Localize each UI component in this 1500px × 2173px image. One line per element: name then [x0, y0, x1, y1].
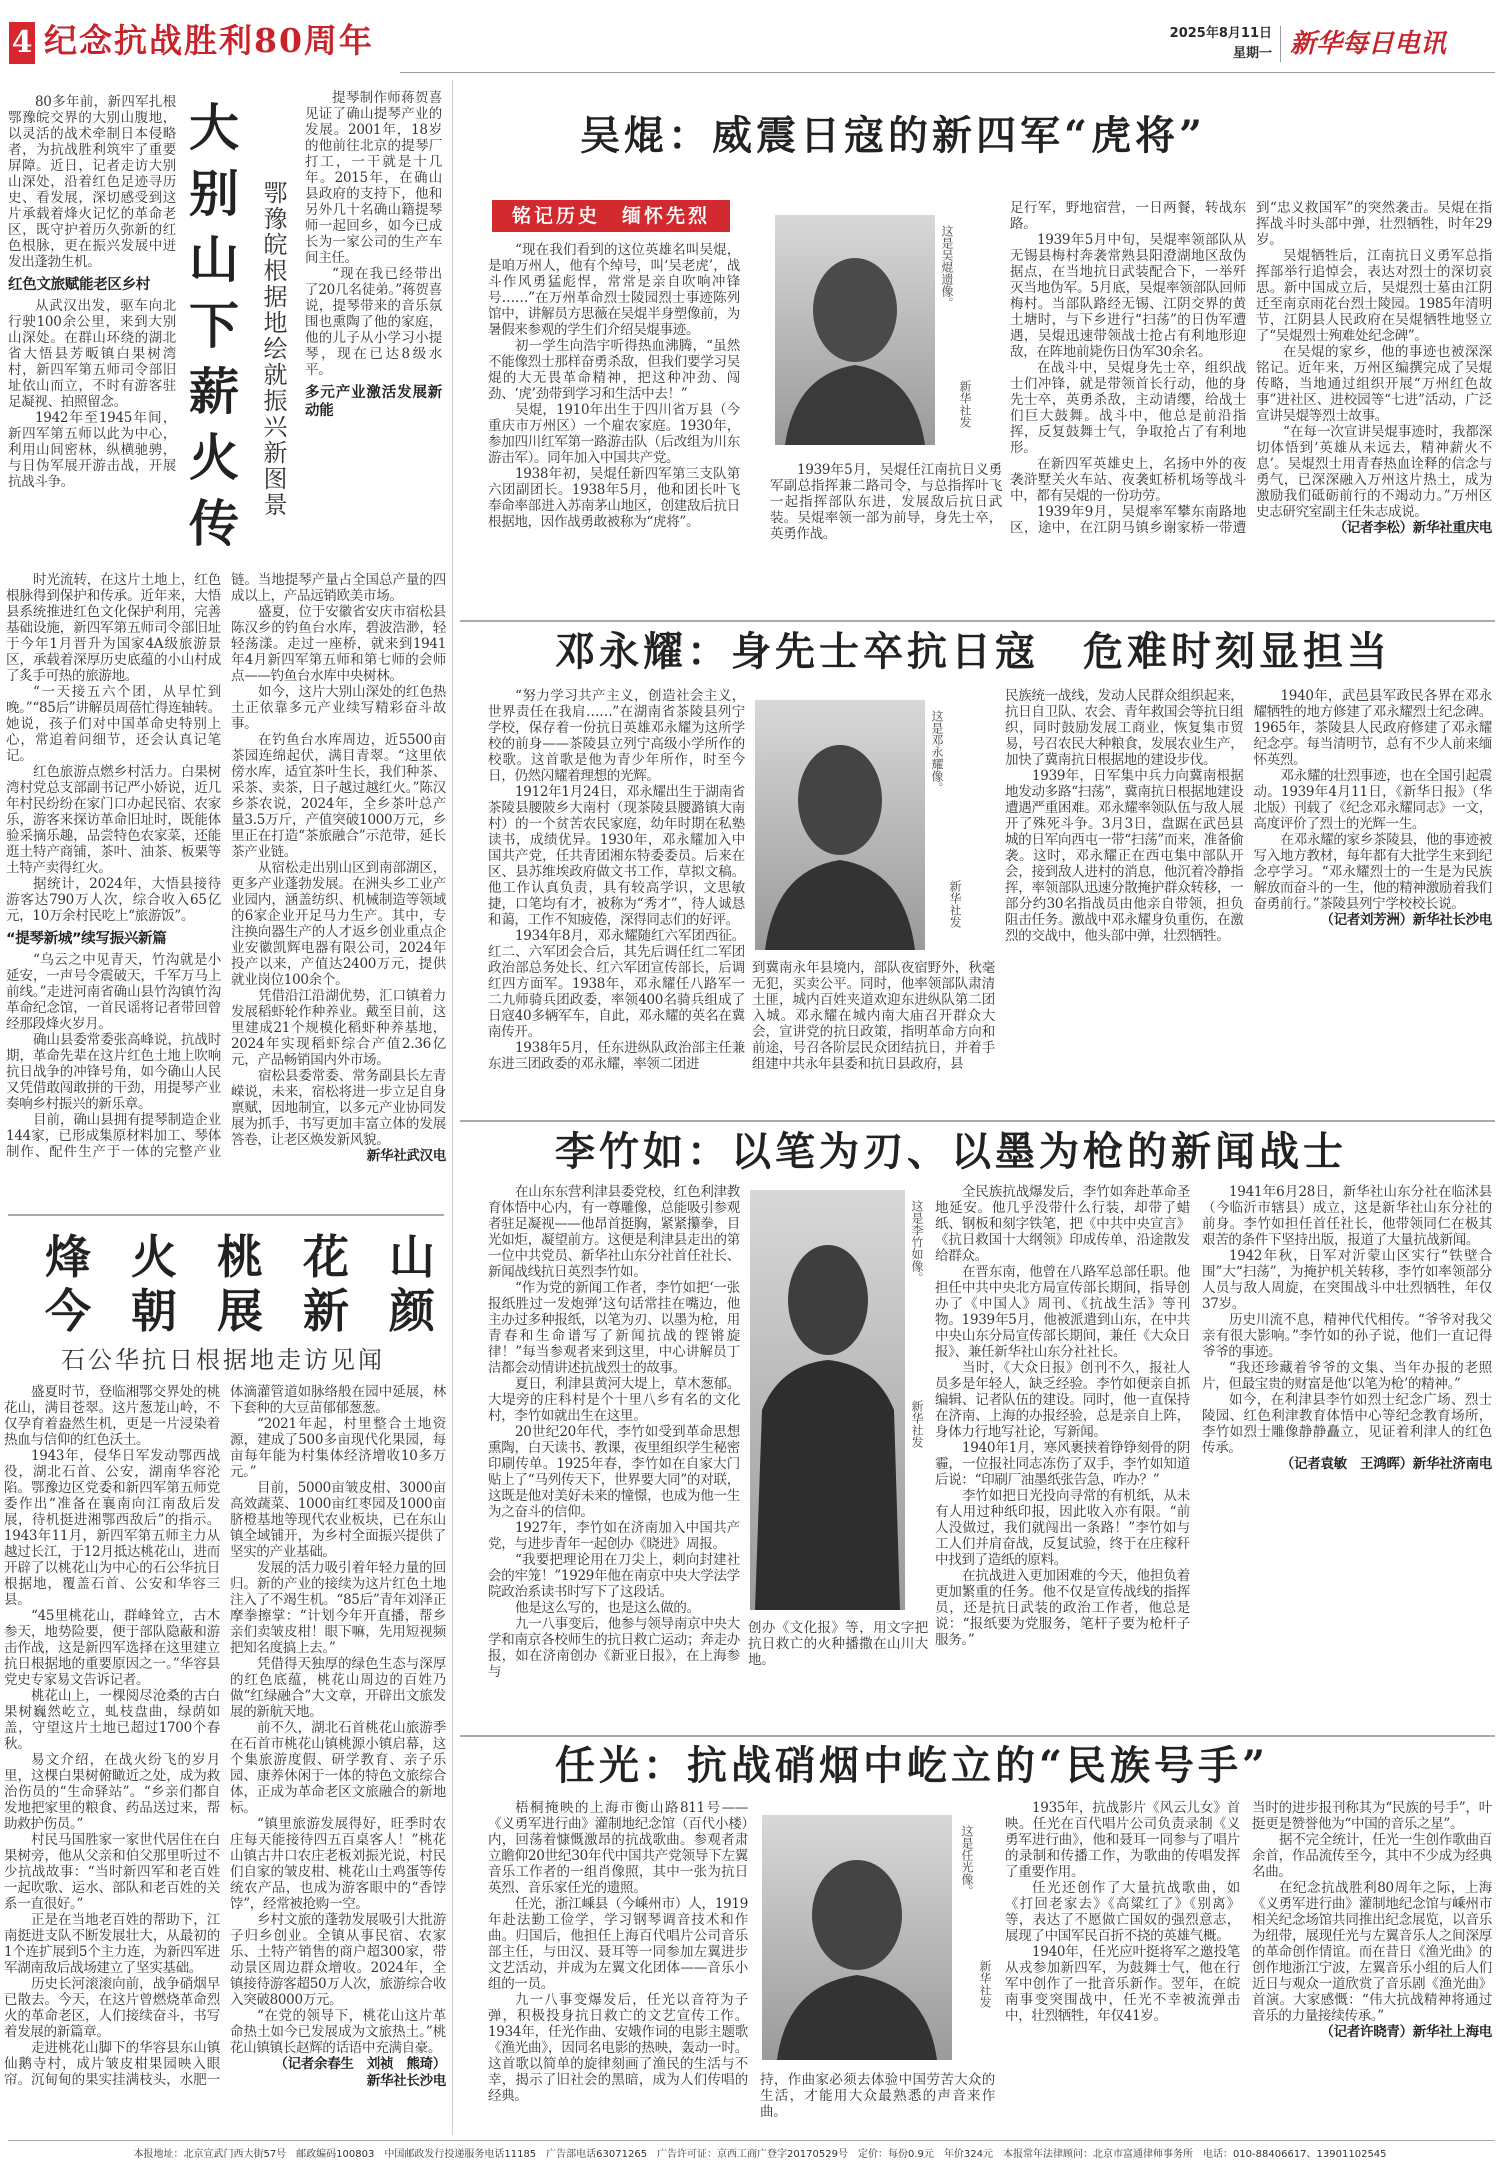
wukun-title: 吴焜：威震日寇的新四军“虎将” — [580, 112, 1207, 159]
ren-right-col: 当时的进步报刊称其为“民族的号手”，叶挺更是赞誉他为“中国的音乐之星”。 据不完全统计，任光一生创作歌曲百余首，作品流传至今，其中不少成为经典名曲。 在纪念抗战胜利80周年之际，上海《义勇军进行曲》灌制地纪念馆与嵊州市相关纪念场馆共同推出纪念展览，以音乐为纽带，展现任光与左翼音乐人之间深厚的革命创作情谊。而在昔日《渔光曲》的创作地浙江宁波，左翼音乐小组的后人们近日与观众一道欣赏了音乐剧《渔光曲》首演。大家感慨：“伟大抗战精神将通过音乐的力量接续传承。” （记者许晓青）新华社上海电 — [1252, 1800, 1492, 2040]
wukun-portrait — [775, 215, 935, 445]
header-divider — [1280, 26, 1281, 62]
newspaper-logo: 新华每日电讯 — [1290, 29, 1447, 59]
ren-portrait — [762, 1815, 952, 2060]
byline: （记者袁敏 王鸿晖）新华社济南电 — [1280, 1456, 1492, 1472]
photo-side-caption: 这是邓永耀像。 — [930, 710, 944, 794]
byline: 新华社长沙电 — [366, 2073, 446, 2089]
header-rule — [400, 72, 1495, 73]
dabieshan-subtitle: 鄂豫皖根据地绘就振兴新图景 — [259, 180, 287, 518]
footer-rule — [8, 2140, 1495, 2141]
column-divider — [452, 80, 453, 2135]
deng-right-cols: 民族统一战线，发动人民群众组织起来，抗日自卫队、农会、青年救国会等抗日组织，同时鼓励发展工商业，恢复集市贸易，号召农民大种粮食，发展农业生产，加快了冀南抗日根据地的建设步伐。 1939年，日军集中兵力向冀南根据地发动多路“扫荡”，冀南抗日根据地建设遭遇严重困难。邓永耀率领队伍与敌人展开了殊死斗争。3月3日，盘踞在武邑县城的日军向西屯一带“扫荡”而来，准备偷袭。这时，邓永耀正在西屯集中部队开会，接到敌人进村的消息，他沉着冷静指挥，率领部队迅速分散掩护群众转移，一部分约30名指战员由他亲自带领，担负阻击任务。激战中邓永耀身负重伤，在激烈的交战中，他头部中弹，壮烈牺牲。 1940年，武邑县军政民各界在邓永耀牺牲的地方修建了邓永耀烈士纪念碑。1965年，茶陵县人民政府修建了邓永耀纪念亭。每当清明节，总有不少人前来缅怀英烈。 邓永耀的壮烈事迹，也在全国引起震动。1939年4月11日，《新华日报》（华北版）刊载了《纪念邓永耀同志》一文，高度评价了烈士的光辉一生。 在邓永耀的家乡茶陵县，他的事迹被写入地方教材，每年都有大批学生来到纪念亭学习。“邓永耀烈士的一生是为民族解放而奋斗的一生，他的精神激励着我们奋勇前行。”茶陵县列宁学校校长说。 （记者刘芳洲）新华社长沙电 — [1005, 688, 1492, 944]
wukun-tag: 铭记历史 缅怀先烈 — [492, 200, 730, 232]
byline: 新华社武汉电 — [366, 1148, 446, 1164]
wukun-right-cols: 足行军，野地宿营，一日两餐，转战东路。 1939年5月中旬，吴焜率领部队从无锡县梅村奔袭常熟县阳澄湖地区敌伪据点，在当地抗日武装配合下，一举歼灭当地伪军。5月底，吴焜率领部队回师梅村。当部队路经无锡、江阴交界的黄土塘时，与下乡进行“扫荡”的日伪军遭遇，吴焜迅速带领战士抢占有利地形迎敌，在阵地前毙伤日伪军30余名。 在战斗中，吴焜身先士卒，组织战士们冲锋，就是带领首长行动，他的身先士卒，英勇杀敌，主动请缨，给战士们巨大鼓舞。战斗中，他总是前沿指挥，反复鼓舞士气，争取抢占了有利地形。 在新四军英雄史上，名扬中外的夜袭浒墅关火车站、夜袭虹桥机场等战斗中，都有吴焜的一份功劳。 1939年9月，吴焜率军攀东南路地区，途中，在江阴马镇乡谢家桥一带遭到“忠义救国军”的突然袭击。吴焜在指挥战斗时头部中弹，壮烈牺牲，时年29岁。 吴焜牺牲后，江南抗日义勇军总指挥部举行追悼会，表达对烈士的深切哀思。新中国成立后，吴焜烈士墓由江阴迁至南京雨花台烈士陵园。1985年清明节，江阴县人民政府在吴焜牺牲地竖立了“吴焜烈士殉难处纪念碑”。 在吴焜的家乡，他的事迹也被深深铭记。近年来，万州区编撰完成了吴焜传略，当地通过组织开展“万州红色故事”进社区、进校园等“七进”活动，广泛宣讲吴焜等烈士故事。 “在每一次宣讲吴焜事迹时，我都深切体悟到‘英雄从未远去，精神薪火不息’。吴焜烈士用青春热血诠释的信念与勇气，已深深融入万州这片热土，成为激励我们砥砺前行的不竭动力。”万州区史志研究室副主任朱志成说。 （记者李松）新华社重庆电 — [1010, 200, 1492, 536]
article-taohuashan — [0, 1222, 446, 2137]
photo-side-caption: 这是任光像。 — [960, 1825, 974, 1897]
ren-left-col: 梧桐掩映的上海市衡山路811号——《义勇军进行曲》灌制地纪念馆（百代小楼）内，回荡着慷慨激昂的抗战歌曲。参观者肃立瞻仰20世纪30年代中国共产党领导下左翼音乐工作者的一组肖像照，其中一张为抗日英烈、音乐家任光的遗照。 任光，浙江嵊县（今嵊州市）人，1919年赴法勤工俭学，学习钢琴调音技术和作曲。归国后，他担任上海百代唱片公司音乐部主任，与田汉、聂耳等一同参加左翼进步文艺活动，并成为左翼文化团体——音乐小组的一员。 九一八事变爆发后，任光以音符为子弹，积极投身抗日救亡的文艺宣传工作。1934年，任光作曲、安娥作词的电影主题歌《渔光曲》，因同名电影的热映，轰动一时。这首歌以简单的旋律刻画了渔民的生活与不幸，揭示了旧社会的黑暗，成为人们传唱的经典。 — [488, 1800, 748, 2104]
dabieshan-lead: 80多年前，新四军扎根鄂豫皖交界的大别山腹地，以灵活的战术牵制日本侵略者，为抗战胜利筑牢了重要屏障。近日，记者走访大别山深处，沿着红色足迹寻历史、看发展，深切感受到这片承载着烽火记忆的革命老区，既守护着历久弥新的红色根脉，更在振兴发展中迸发出蓬勃生机。 — [8, 94, 176, 270]
byline: （记者许晓青）新华社上海电 — [1320, 2024, 1492, 2040]
section-title: 纪念抗战胜利80周年 — [44, 21, 374, 60]
li-mid-col: 全民族抗战爆发后，李竹如奔赴革命圣地延安。他几乎没带什么行装，却带了蜡纸、钢板和刻字铁笔，把《中共中央宣言》《抗日救国十大纲领》印成传单，沿途散发给群众。 在晋东南，他曾在八路军总部任职。他担任中共中央北方局宣传部长期间，指导创办了《中国人》周刊、《抗战生活》等刊物。1939年5月，他被派遣到山东，在中共中央山东分局宣传部长期间，兼任《大众日报》、兼任新华社山东分社社长。 当时，《大众日报》创刊不久，报社人员多是年轻人，缺乏经验。李竹如便亲自抓编辑、记者队伍的建设。同时，他一直保持在济南、上海的办报经验，总是亲自上阵，身体力行地写社论，写新闻。 1940年1月，寒风裹挟着铮铮刻骨的阴霾，一位报社同志冻伤了双手，李竹如知道后说：“印刷厂油墨纸张告急，咋办？” 李竹如把日光投向寻常的有机纸，从未有人用过种纸印报，因此收入亦有限。“前人没做过，我们就闯出一条路！”李竹如与工人们并肩奋战，反复试验，终于在庄稼秆中找到了造纸的原料。 在抗战进入更加困难的今天，他担负着更加繁重的任务。他不仅是宣传战线的指挥员，还是抗日武装的政治工作者，他总是说：“报纸要为党服务，笔杆子要为枪杆子服务。” — [935, 1184, 1190, 1648]
photo-credit: 新华社发 — [958, 380, 972, 428]
ren-title: 任光：抗战硝烟中屹立的“民族号手” — [555, 1742, 1270, 1789]
li-caption: 创办《文化报》等，用文字把抗日救亡的火种播撒在山川大地。 — [748, 1620, 928, 1668]
subhead: “提琴新城”续写振兴新篇 — [6, 931, 167, 947]
divider — [460, 1735, 1495, 1737]
divider — [8, 1214, 444, 1216]
divider — [460, 1120, 1495, 1122]
taohuashan-body: 盛夏时节，登临湘鄂交界处的桃花山，满目苍翠。这片葱茏山岭，不仅孕育着盎然生机，更是一片浸染着热血与信仰的红色沃土。 1943年，侵华日军发动鄂西战役，湖北石首、公安，湖南华容沦陷。鄂豫边区党委和新四军第五师党委作出“准备在襄南向江南敌后发展，待机挺进湘鄂西敌后”的指示。1943年11月，新四军第五师主力从越过长江，于12月抵达桃花山，进而开辟了以桃花山为中心的石公华抗日根据地，覆盖石首、公安和华容三县。 “45里桃花山，群峰耸立，古木参天，地势险要，便于部队隐蔽和游击作战，这是新四军选择在这里建立抗日根据地的重要原因之一。”华容县党史专家易文告诉记者。 桃花山上，一棵阅尽沧桑的古白果树巍然屹立，虬枝盘曲，绿荫如盖，守望这片土地已超过1700个春秋。 易文介绍，在战火纷飞的岁月里，这棵白果树俯瞰近之处，成为救治伤员的“生命驿站”。“乡亲们都自发地把家里的粮食、药品送过来，帮助救护伤员。” 村民马国胜家一家世代居住在白果树旁，他从父亲和伯父那里听过不少抗战故事：“当时新四军和老百姓一起吹歌、运水、部队和老百姓的关系一直很好。” 正是在当地老百姓的帮助下，江南挺进支队不断发展壮大，从最初的1个连扩展到5个主力连，为新四军进军湖南敌后战场建立了坚实基础。 历史长河滚滚向前，战争硝烟早已散去。今天，在这片曾燃烧革命烈火的革命老区，人们接续奋斗，书写着发展的新篇章。 走进桃花山脚下的华容县东山镇仙鹅寺村，成片皱皮柑果园映入眼帘。沉甸甸的果实挂满枝头，水肥一体滴灌管道如脉络般在园中延展，林下套种的大豆苗郁郁葱葱。 “2021年起，村里整合土地资源，建成了500多亩现代化果园，每亩每年能为村集体经济增收10多万元。” 目前，5000亩皱皮柑、3000亩高效蔬菜、1000亩红枣园及1000亩脐橙基地等现代农业板块，已在东山镇全域铺开，为乡村全面振兴提供了坚实的产业基础。 发展的活力吸引着年轻力量的回归。新的产业的接续为这片红色土地注入了不竭生机。“85后”青年刘泽正摩拳擦掌：“计划今年开直播，帮乡亲们卖皱皮柑！眼下嘛，先用短视频把知名度搞上去。” 凭借得天独厚的绿色生态与深厚的红色底蕴，桃花山周边的百姓乃做“红绿融合”大文章，开辟出文旅发展的新航天地。 前不久，湖北石首桃花山旅游季在石首市桃花山镇桃源小镇启幕，这个集旅游度假、研学教育、亲子乐园、康养休闲于一体的特色文旅综合体，正成为革命老区文旅融合的新地标。 “镇里旅游发展得好，旺季时农庄每天能接待四五百桌客人！”桃花山镇古井口农庄老板刘振光说，村民们自家的皱皮柑、桃花山土鸡蛋等传统农产品，也成为游客眼中的“香饽饽”，经常被抢购一空。 乡村文旅的蓬勃发展吸引大批游子归乡创业。全镇从事民宿、农家乐、土特产销售的商户超300家，带动景区周边群众增收。2024年，全镇接待游客超50万人次，旅游综合收入突破8000万元。 “在党的领导下，桃花山这片革命热土如今已发展成为文旅热土。”桃花山镇镇长赵辉的话语中充满自豪。 （记者余春生 刘祯 熊琦） 新华社长沙电 — [4, 1384, 446, 2089]
ren-caption: 持，作曲家必须去体验中国劳苦大众的生活，才能用大众最熟悉的声音来作曲。 — [760, 2072, 995, 2120]
byline: （记者李松）新华社重庆电 — [1333, 520, 1492, 536]
li-left-col: 在山东东营利津县委党校，红色利津教育体悟中心内，有一尊雕像，总能吸引参观者驻足凝视——他昂首挺胸，紧紧攥拳，目光如炬，凝望前方。这便是利津县走出的第一位中共党员、新华社山东分社首任社长、新闻战线抗日英烈李竹如。 “作为党的新闻工作者，李竹如把‘一张报纸胜过一发炮弹’这句话常挂在嘴边，他主办过多种报纸，以笔为刃、以墨为枪，用青春和生命谱写了新闻抗战的铿锵旋律！”每当参观者来到这里，中心讲解员丁洁都会动情讲述抗战烈士的故事。 夏日，利津县黄河大堤上，草木葱郁。大堤旁的庄科村是个十里八乡有名的文化村，李竹如就出生在这里。 20世纪20年代，李竹如受到革命思想熏陶，白天读书、教课，夜里组织学生秘密印刷传单。1925年春，李竹如在自家大门贴上了“马列传天下，世界要大同”的对联，这既是他对美好未来的憧憬，也成为他一生为之奋斗的信仰。 1927年，李竹如在济南加入中国共产党，与进步青年一起创办《晓进》周报。 “我要把理论用在刀尖上，刺向封建社会的牢笼！”1929年他在南京中央大学法学院政治系读书时写下了这段话。 他是这么写的，也是这么做的。 九一八事变后，他参与领导南京中央大学和南京各校师生的抗日救亡运动；奔走办报，如在济南创办《新亚日报》，在上海参与 — [488, 1184, 740, 1680]
issue-date: 2025年8月11日 — [1169, 26, 1272, 41]
photo-credit: 新华社发 — [978, 1960, 992, 2008]
portrait-silhouette-icon — [762, 1815, 952, 2060]
dabieshan-title: 大 别 山 下 薪 火 传 — [189, 98, 239, 553]
taohuashan-subtitle: 石公华抗日根据地走访见闻 — [61, 1346, 385, 1374]
wukun-caption: 1939年5月，吴焜任江南抗日义勇军副总指挥兼二路司令，与总指挥叶飞一起指挥部队东进，发展敌后抗日武装。吴焜率领一部为前导，身先士卒，英勇作战。 — [770, 462, 1002, 542]
portrait-silhouette-icon — [755, 700, 925, 950]
deng-title: 邓永耀：身先士卒抗日寇 危难时刻显担当 — [555, 628, 1391, 675]
subhead: 多元产业激活发展新动能 — [305, 385, 442, 419]
footer-info: 本报地址：北京宣武门西大街57号 邮政编码100803 中国邮政发行投递服务电话11185 广告部电话63071265 广告许可证：京西工商广登字20170529号 定价：每份0.9元 年价324元 本报常年法律顾问：北京市富通律师事务所 电话：010-88406617、13901102545 — [133, 2149, 1387, 2160]
deng-left-col: “努力学习共产主义，创造社会主义，世界责任在我肩……”在湖南省茶陵县列宁学校，保存着一份抗日英雄邓永耀为这所学校的前身——茶陵县立列宁高级小学所作的校歌。这首歌是他为青少年所作，时至今日，仍然闪耀着理想的光辉。 1912年1月24日，邓永耀出生于湖南省茶陵县腰陂乡大南村（现茶陵县腰潞镇大南村）的一个贫苦农民家庭，幼年时期在私塾读书，成绩优异。1930年，邓永耀加入中国共产党，任共青团湘东特委委员。后来在区、县苏维埃政府做文书工作，草拟文稿。他工作认真负责，具有较高学识，文思敏捷，口笔均有才，被称为“秀才”，待人诚恳和蔼，工作不知疲倦，深得同志们的好评。 1934年8月，邓永耀随红六军团西征。红二、六军团会合后，其先后调任红二军团政治部总务处长、红六军团宣传部长，后调红四方面军。1938年，邓永耀任八路军一二九师骑兵团政委，率领400名骑兵组成了日寇40多辆军车，自此，邓永耀的英名在冀南传开。 1938年5月，任东进纵队政治部主任兼东进三团政委的邓永耀，率领二团进 — [488, 688, 745, 1072]
subhead: 红色文旅赋能老区乡村 — [8, 277, 150, 293]
ren-mid-col: 1935年，抗战影片《风云儿女》首映。任光在百代唱片公司负责录制《义勇军进行曲》，他和聂耳一同参与了唱片的录制和传播工作，为歌曲的传唱发挥了重要作用。 任光还创作了大量抗战歌曲，如《打回老家去》《高粱红了》《别离》等，表达了不愿做亡国奴的强烈意志，展现了中国军民百折不挠的英雄气概。 1940年，任光应叶挺将军之邀投笔从戎参加新四军，为鼓舞士气，他在行军中创作了一批音乐新作。翌年，在皖南事变突围战中，任光不幸被流弹击中，壮烈牺牲，年仅41岁。 — [1005, 1800, 1240, 2024]
dabieshan-col2-top: 提琴制作师蒋贺喜见证了确山提琴产业的发展。2001年，18岁的他前往北京的提琴厂打工，一干就是十几年。2015年，在确山县政府的支持下，他和另外几十名确山籍提琴师一起回乡，如今已成长为一家公司的生产车间主任。 “现在我已经带出了20几名徒弟。”蒋贺喜说，提琴带来的音乐氛围也熏陶了他的家庭，他的儿子从小学习小提琴，现在已达8级水平。 多元产业激活发展新动能 — [305, 90, 442, 419]
dabieshan-lower: 时光流转，在这片土地上，红色根脉得到保护和传承。近年来，大悟县系统推进红色文化保护利用，完善基础设施，新四军第五师司令部旧址于今年1月晋升为国家4A级旅游景区，承载着深厚历史底蕴的小山村成了炙手可热的旅游地。 “一天接五六个团，从早忙到晚。”“85后”讲解员周蓓忙得连轴转。她说，孩子们对中国革命史特别上心，常追着问细节，还会认真记笔记。 红色旅游点燃乡村活力。白果树湾村党总支部副书记严小娇说，近几年村民纷纷在家门口办起民宿、农家乐，游客来探访革命旧址时，既能体验采摘乐趣，品尝特色农家菜，还能逛土特产商铺，茶叶、油茶、板栗等土特产卖得红火。 据统计，2024年，大悟县接待游客达790万人次，综合收入65亿元，10万余村民吃上“旅游饭”。 “提琴新城”续写振兴新篇 “乌云之中见青天，竹沟就是小延安，一声号令震破天，千军万马上前线。”走进河南省确山县竹沟镇竹沟革命纪念馆，一首民谣将记者带回曾经那段烽火岁月。 确山县委常委张高峰说，抗战时期，革命先辈在这片红色土地上吹响抗日战争的冲锋号角，如今确山人民又凭借敢闯敢拼的干劲，用提琴产业奏响乡村振兴的新乐章。 目前，确山县拥有提琴制造企业144家，已形成集原材料加工、琴体制作、配件生产于一体的完整产业链。当地提琴产量占全国总产量的四成以上，产品远销欧美市场。 盛夏，位于安徽省安庆市宿松县陈汉乡的钓鱼台水库，碧波浩渺，轻轻荡漾。走过一座桥，就来到1941年4月新四军第五师和第七师的会师点——钓鱼台水库中央树林。 如今，这片大别山深处的红色热土正依靠多元产业续写精彩奋斗故事。 在钓鱼台水库周边，近5500亩茶园连绵起伏，满目青翠。“这里依傍水库，适宜茶叶生长，我们种茶、采茶、卖茶，日子越过越红火。”陈汉乡茶农说，2024年，全乡茶叶总产量3.5万斤，产值突破1000万元，乡里正在打造“茶旅融合”示范带，延长茶产业链。 从宿松走出别山区到南部湖区，更多产业蓬勃发展。在洲头乡工业产业园内，涵盖纺织、机械制造等领域的6家企业开足马力生产。其中，专注换向器生产的人才返乡创业重点企业安徽凯辉电器有限公司，2024年投产以来，产值达2400万元，提供就业岗位100余个。 凭借沿江沿湖优势，汇口镇着力发展稻虾轮作种养业。戴至目前，这里建成21个规模化稻虾种养基地，2024年实现稻虾综合产值2.36亿元，产品畅销国内外市场。 宿松县委常委、常务副县长左青嵘说，未来，宿松将进一步立足自身禀赋，因地制宜，以多元产业协同发展为抓手，书写更加丰富立体的发展答卷，让老区焕发新风貌。 新华社武汉电 — [6, 572, 446, 1164]
byline: （记者刘芳洲）新华社长沙电 — [1320, 912, 1492, 928]
byline: （记者余春生 刘祯 熊琦） — [274, 2056, 446, 2072]
wukun-left-col: “现在我们看到的这位英雄名叫吴焜，是咱万州人，他有个绰号，叫‘吴老虎’，战斗作风勇猛彪悍，常常是亲自吹响冲锋号……”在万州革命烈士陵园烈士事迹陈列馆中，讲解员方思薇在吴焜半身塑像前，为暑假来参观的学生们介绍吴焜事迹。 初一学生向浩宇听得热血沸腾，“虽然不能像烈士那样奋勇杀敌，但我们要学习吴焜的大无畏革命精神，把这种冲劲、闯劲、‘虎’劲带到学习和生活中去！” 吴焜，1910年出生于四川省万县（今重庆市万州区）一个雇农家庭。1930年，参加四川红军第一路游击队（后改组为川东游击军）。同年加入中国共产党。 1938年初，吴焜任新四军第三支队第六团副团长。1938年5月，他和团长叶飞奉命率部进入苏南茅山地区，创建敌后抗日根据地，因作战勇敢被称为“虎将”。 — [488, 242, 740, 530]
photo-credit: 新华社发 — [948, 880, 962, 928]
portrait-silhouette-icon — [750, 1190, 905, 1610]
portrait-silhouette-icon — [775, 215, 935, 445]
issue-weekday: 星期一 — [1232, 46, 1272, 61]
li-right-col: 1941年6月28日，新华社山东分社在临沭县（今临沂市辖县）成立，这是新华社山东分社的前身。李竹如担任首任社长，他带领同仁在极其艰苦的条件下坚持出版，报道了大量抗战新闻。 1942年秋，日军对沂蒙山区实行“铁壁合围”大“扫荡”，为掩护机关转移，李竹如率领部分人员与敌人周旋，在突围战斗中壮烈牺牲，年仅37岁。 历史川流不息，精神代代相传。“爷爷对我父亲有很大影响。”李竹如的孙子说，他们一直记得爷爷的事迹。 “我还珍藏着爷爷的文集、当年办报的老照片，但最宝贵的财富是他‘以笔为枪’的精神。” 如今，在利津县李竹如烈士纪念广场、烈士陵园、红色利津教育体悟中心等纪念教育场所，李竹如烈士雕像静静矗立，见证着利津人的红色传承。 （记者袁敏 王鸿晖）新华社济南电 — [1202, 1184, 1492, 1472]
dabieshan-col1: 80多年前，新四军扎根鄂豫皖交界的大别山腹地，以灵活的战术牵制日本侵略者，为抗战胜利筑牢了重要屏障。近日，记者走访大别山深处，沿着红色足迹寻历史、看发展，深切感受到这片承载着烽火记忆的革命老区，既守护着历久弥新的红色根脉，更在振兴发展中迸发出蓬勃生机。 红色文旅赋能老区乡村 从武汉出发，驱车向北行驶100余公里，来到大别山深处。在群山环绕的湖北省大悟县芳畈镇白果树湾村，新四军第五师司令部旧址依山而立，不时有游客驻足凝视、拍照留念。 1942年至1945年间，新四军第五师以此为中心，利用山间密林，纵横驰骋，与日伪军展开游击战，开展抗战斗争。 — [8, 94, 176, 490]
photo-side-caption: 这是吴焜遗像。 — [940, 225, 954, 309]
photo-side-caption: 这是李竹如像。 — [910, 1200, 924, 1284]
li-title: 李竹如：以笔为刃、以墨为枪的新闻战士 — [555, 1128, 1347, 1175]
photo-credit: 新华社发 — [910, 1400, 924, 1448]
page-number-badge: 4 — [9, 22, 35, 64]
deng-under-photo: 到冀南永年县境内，部队夜宿野外，秋毫无犯，买卖公平。同时，他率领部队肃清土匪，城内百姓夹道欢迎东进纵队第二团入城。邓永耀在城内南大庙召开群众大会，宣讲党的抗日政策，指明革命方向和前途，号召各阶层民众团结抗日，并着手组建中共永年县委和抗日县政府，县 — [752, 960, 995, 1072]
divider — [460, 620, 1495, 622]
deng-portrait — [755, 700, 925, 950]
taohuashan-title: 烽 火 桃 花 山 今 朝 展 新 颜 — [45, 1230, 435, 1338]
article-dabieshan — [0, 80, 446, 1210]
li-portrait — [750, 1190, 905, 1610]
